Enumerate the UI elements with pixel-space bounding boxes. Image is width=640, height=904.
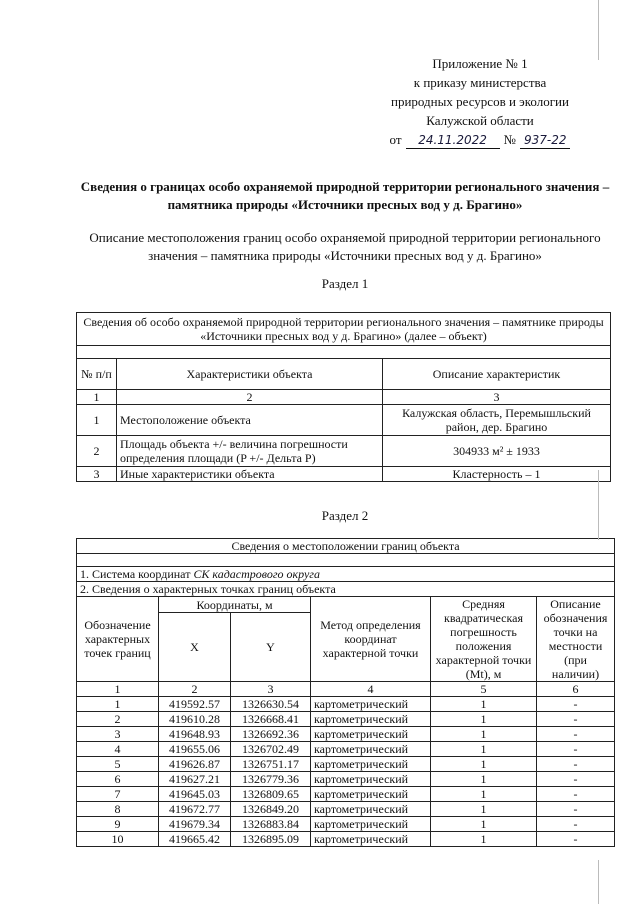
- index-cell: 1: [77, 682, 159, 697]
- table-2-title: Сведения о местоположении границ объекта: [77, 539, 615, 554]
- index-cell: 4: [311, 682, 431, 697]
- table-1-spacer: [77, 346, 611, 359]
- point-number: 9: [77, 817, 159, 832]
- y-coordinate: 1326692.36: [231, 727, 311, 742]
- y-coordinate: 1326630.54: [231, 697, 311, 712]
- point-number: 8: [77, 802, 159, 817]
- row-number: 1: [77, 405, 117, 436]
- y-coordinate: 1326702.49: [231, 742, 311, 757]
- point-number: 6: [77, 772, 159, 787]
- point-number: 1: [77, 697, 159, 712]
- x-coordinate: 419610.28: [159, 712, 231, 727]
- header-desc: Описание обозначения точки на местности (при наличии): [537, 597, 615, 682]
- error: 1: [431, 817, 537, 832]
- point-number: 4: [77, 742, 159, 757]
- index-cell: 5: [431, 682, 537, 697]
- handwritten-order-number: 937-22: [520, 133, 571, 149]
- header-characteristic: Характеристики объекта: [117, 359, 383, 390]
- index-cell: 3: [231, 682, 311, 697]
- point-number: 7: [77, 787, 159, 802]
- y-coordinate: 1326895.09: [231, 832, 311, 847]
- appendix-line-4: Калужской области: [426, 113, 534, 128]
- row-characteristic: Местоположение объекта: [117, 405, 383, 436]
- method: картометрический: [311, 802, 431, 817]
- index-cell: 2: [117, 390, 383, 405]
- method: картометрический: [311, 772, 431, 787]
- method: картометрический: [311, 712, 431, 727]
- row-value: Кластерность – 1: [383, 467, 611, 482]
- x-coordinate: 419626.87: [159, 757, 231, 772]
- row-number: 3: [77, 467, 117, 482]
- point-description: -: [537, 757, 615, 772]
- section-2-label: Раздел 2: [321, 508, 369, 523]
- boundary-points-table: [76, 538, 615, 847]
- y-coordinate: 1326883.84: [231, 817, 311, 832]
- points-body: [77, 697, 615, 847]
- point-description: -: [537, 787, 615, 802]
- header-error: Средняя квадратическая погрешность положения характерной точки (Mt), м: [431, 597, 537, 682]
- table-row: [77, 727, 615, 742]
- point-description: -: [537, 712, 615, 727]
- error: 1: [431, 727, 537, 742]
- number-prefix: №: [503, 132, 516, 147]
- index-cell: 3: [383, 390, 611, 405]
- point-description: -: [537, 817, 615, 832]
- point-number: 5: [77, 757, 159, 772]
- error: 1: [431, 772, 537, 787]
- table-row: [77, 817, 615, 832]
- x-coordinate: 419592.57: [159, 697, 231, 712]
- appendix-block: [360, 54, 600, 149]
- method: картометрический: [311, 787, 431, 802]
- header-description: Описание характеристик: [383, 359, 611, 390]
- header-point: Обозначение характерных точек границ: [77, 597, 159, 682]
- error: 1: [431, 697, 537, 712]
- method: картометрический: [311, 832, 431, 847]
- row-value: 304933 м² ± 1933: [383, 436, 611, 467]
- header-y: Y: [231, 613, 311, 682]
- row-characteristic: Иные характеристики объекта: [117, 467, 383, 482]
- table-row: [77, 467, 611, 482]
- point-description: -: [537, 727, 615, 742]
- y-coordinate: 1326779.36: [231, 772, 311, 787]
- table-1-title: Сведения об особо охраняемой природной территории регионального значения – памятнике природы «Источники пресных вод у д. Брагино» (далее – объект): [77, 313, 611, 346]
- x-coordinate: 419648.93: [159, 727, 231, 742]
- object-characteristics-table: [76, 312, 611, 482]
- method: картометрический: [311, 817, 431, 832]
- row-value: Калужская область, Перемышльский район, дер. Брагино: [383, 405, 611, 436]
- table-row: [77, 697, 615, 712]
- y-coordinate: 1326751.17: [231, 757, 311, 772]
- error: 1: [431, 742, 537, 757]
- row-characteristic: Площадь объекта +/- величина погрешности определения площади (P +/- Дельта P): [117, 436, 383, 467]
- y-coordinate: 1326849.20: [231, 802, 311, 817]
- y-coordinate: 1326668.41: [231, 712, 311, 727]
- x-coordinate: 419679.34: [159, 817, 231, 832]
- table-row: [77, 757, 615, 772]
- handwritten-date: 24.11.2022: [406, 133, 500, 149]
- coordinate-system-prefix: 1. Система координат: [80, 567, 194, 581]
- index-cell: 1: [77, 390, 117, 405]
- header-x: X: [159, 613, 231, 682]
- table-row: [77, 405, 611, 436]
- y-coordinate: 1326809.65: [231, 787, 311, 802]
- point-description: -: [537, 802, 615, 817]
- index-cell: 6: [537, 682, 615, 697]
- coordinate-system-value: СК кадастрового округа: [193, 567, 320, 581]
- method: картометрический: [311, 727, 431, 742]
- table-row: [77, 832, 615, 847]
- point-description: -: [537, 772, 615, 787]
- point-number: 2: [77, 712, 159, 727]
- section-1-label: Раздел 1: [321, 276, 369, 291]
- x-coordinate: 419627.21: [159, 772, 231, 787]
- table-row: [77, 742, 615, 757]
- x-coordinate: 419655.06: [159, 742, 231, 757]
- point-description: -: [537, 742, 615, 757]
- method: картометрический: [311, 697, 431, 712]
- error: 1: [431, 832, 537, 847]
- date-prefix: от: [389, 132, 402, 147]
- margin-mark: [598, 0, 599, 60]
- index-cell: 2: [159, 682, 231, 697]
- table-row: [77, 802, 615, 817]
- method: картометрический: [311, 742, 431, 757]
- appendix-line-1: Приложение № 1: [432, 56, 528, 71]
- table-row: [77, 787, 615, 802]
- document-subtitle: Описание местоположения границ особо охраняемой природной территории регионального значения – памятника природы «Источники пресных вод у д. Брагино»: [89, 230, 601, 263]
- error: 1: [431, 787, 537, 802]
- appendix-line-2: к приказу министерства: [413, 75, 547, 90]
- header-coords: Координаты, м: [159, 597, 311, 613]
- point-number: 10: [77, 832, 159, 847]
- point-description: -: [537, 697, 615, 712]
- x-coordinate: 419672.77: [159, 802, 231, 817]
- document-title: Сведения о границах особо охраняемой природной территории регионального значения – памятника природы «Источники пресных вод у д. Брагино»: [80, 179, 610, 212]
- header-method: Метод определения координат характерной точки: [311, 597, 431, 682]
- coordinate-system-row: [77, 567, 615, 582]
- x-coordinate: 419665.42: [159, 832, 231, 847]
- header-num: № п/п: [77, 359, 117, 390]
- table-row: [77, 436, 611, 467]
- points-heading: 2. Сведения о характерных точках границ объекта: [77, 582, 615, 597]
- point-number: 3: [77, 727, 159, 742]
- error: 1: [431, 757, 537, 772]
- appendix-line-3: природных ресурсов и экологии: [391, 94, 569, 109]
- row-number: 2: [77, 436, 117, 467]
- table-2-spacer: [77, 554, 615, 567]
- margin-mark: [598, 470, 599, 540]
- x-coordinate: 419645.03: [159, 787, 231, 802]
- error: 1: [431, 712, 537, 727]
- margin-mark: [598, 860, 599, 904]
- point-description: -: [537, 832, 615, 847]
- table-row: [77, 712, 615, 727]
- table-row: [77, 772, 615, 787]
- order-date-line: [360, 130, 600, 149]
- method: картометрический: [311, 757, 431, 772]
- error: 1: [431, 802, 537, 817]
